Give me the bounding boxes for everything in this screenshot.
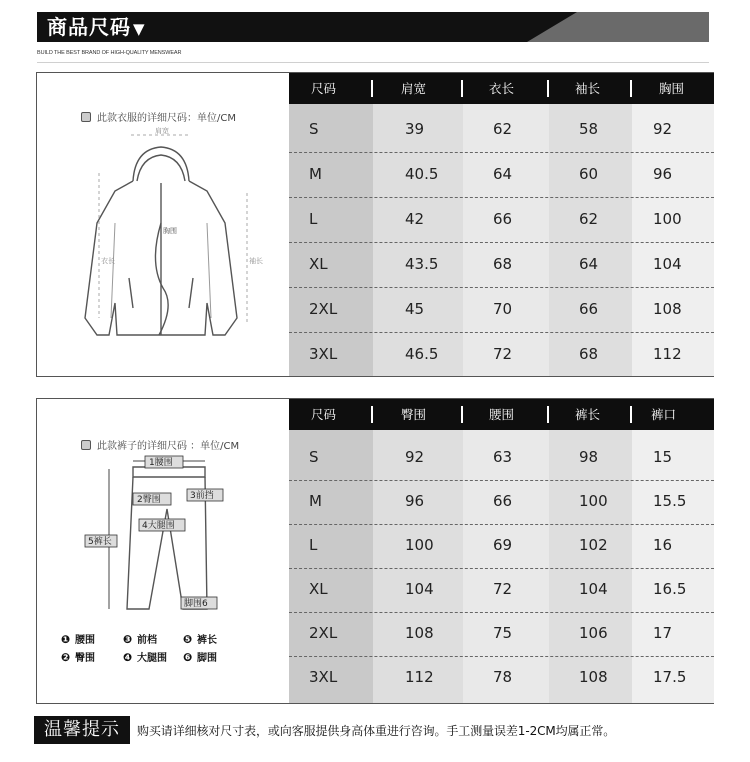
- illus-label-length: 衣长: [101, 257, 115, 265]
- header-separator: [630, 406, 632, 423]
- size-cell: XL: [309, 580, 328, 598]
- column-bg: [373, 430, 463, 703]
- notice-text: 购买请详细核对尺寸表，或向客服提供身高体重进行咨询。手工测量误差1-2CM均属正常。: [137, 724, 616, 738]
- table-cell: 68: [493, 254, 513, 273]
- size-cell: XL: [309, 254, 328, 273]
- illus-label-shoulder: 肩宽: [155, 127, 169, 135]
- size-cell: 2XL: [309, 299, 338, 318]
- header-separator: [461, 80, 463, 97]
- table-cell: 108: [579, 668, 608, 686]
- legend-label: 腰围: [75, 635, 95, 646]
- header-shoulder: 肩宽: [401, 81, 427, 96]
- header-length: 裤长: [575, 407, 601, 422]
- table-cell: 69: [493, 536, 513, 554]
- table-cell: 64: [493, 164, 513, 183]
- header-bar: [37, 12, 709, 42]
- table-cell: 106: [579, 624, 608, 642]
- legend-num: ❻: [183, 651, 193, 664]
- header-hip: 臀围: [401, 407, 427, 422]
- row-separator: [289, 656, 714, 657]
- table-cell: 70: [493, 299, 513, 318]
- table-cell: 92: [653, 119, 673, 138]
- legend-num: ❶: [61, 633, 71, 646]
- table-cell: 46.5: [405, 344, 439, 363]
- table-cell: 104: [653, 254, 682, 273]
- column-bg: [463, 430, 549, 703]
- column-bg: [289, 430, 373, 703]
- page-title: 商品尺码 ▼: [47, 15, 146, 39]
- table-cell: 108: [653, 299, 682, 318]
- size-cell: L: [309, 209, 318, 228]
- row-separator: [289, 152, 714, 153]
- legend-label: 脚围: [197, 653, 217, 664]
- table-cell: 15: [653, 448, 673, 466]
- pants-illustration: [37, 399, 289, 703]
- legend-num: ❸: [123, 633, 133, 646]
- header-hem: 裤口: [651, 407, 677, 422]
- header-size: 尺码: [311, 81, 337, 96]
- header-separator: [371, 80, 373, 97]
- size-cell: M: [309, 164, 322, 183]
- table-cell: 42: [405, 209, 425, 228]
- illus-label-waist: 1腰围: [149, 458, 173, 468]
- table-cell: 104: [405, 580, 434, 598]
- size-cell: M: [309, 492, 322, 510]
- table-cell: 108: [405, 624, 434, 642]
- header-separator: [371, 406, 373, 423]
- divider: [37, 62, 709, 63]
- table-cell: 100: [653, 209, 682, 228]
- legend-num: ❷: [61, 651, 71, 664]
- table-cell: 96: [405, 492, 425, 510]
- size-cell: S: [309, 119, 319, 138]
- table-cell: 100: [579, 492, 608, 510]
- page-subtitle: BUILD THE BEST BRAND OF HIGH-QUALITY MENSWEAR: [37, 50, 182, 56]
- header-chest: 胸围: [659, 81, 685, 96]
- row-separator: [289, 332, 714, 333]
- table-cell: 98: [579, 448, 599, 466]
- illus-label-chest: 胸围: [163, 227, 177, 235]
- legend-label: 裤长: [197, 635, 217, 646]
- table-cell: 43.5: [405, 254, 439, 273]
- table-cell: 60: [579, 164, 599, 183]
- illus-label-thigh: 4大腿围: [142, 521, 175, 531]
- table-cell: 66: [493, 209, 513, 228]
- chevron-down-icon: ▼: [133, 20, 146, 38]
- table-cell: 78: [493, 668, 513, 686]
- table-cell: 112: [405, 668, 434, 686]
- table-cell: 40.5: [405, 164, 439, 183]
- table-cell: 62: [579, 209, 599, 228]
- header-size: 尺码: [311, 407, 337, 422]
- legend-num: ❺: [183, 633, 193, 646]
- size-cell: S: [309, 448, 319, 466]
- row-separator: [289, 524, 714, 525]
- column-bg: [549, 104, 632, 376]
- legend-label: 大腿围: [137, 653, 167, 664]
- header-separator: [461, 406, 463, 423]
- column-bg: [549, 430, 632, 703]
- table-header: [289, 399, 714, 430]
- jacket-caption: 此款衣服的详细尺码：单位/CM: [81, 109, 236, 124]
- table-cell: 104: [579, 580, 608, 598]
- illus-label-inseam: 5裤长: [88, 537, 112, 547]
- legend-num: ❹: [123, 651, 133, 664]
- column-bg: [373, 104, 463, 376]
- pants-size-table: [289, 399, 714, 703]
- table-cell: 39: [405, 119, 425, 138]
- legend-label: 臀围: [75, 653, 95, 664]
- column-bg: [289, 104, 373, 376]
- column-bg: [463, 104, 549, 376]
- header-sleeve: 袖长: [575, 81, 601, 96]
- header-separator: [547, 80, 549, 97]
- row-separator: [289, 612, 714, 613]
- table-cell: 72: [493, 580, 513, 598]
- size-cell: 2XL: [309, 624, 338, 642]
- table-cell: 102: [579, 536, 608, 554]
- table-cell: 64: [579, 254, 599, 273]
- jacket-drawing: [37, 73, 289, 378]
- table-cell: 15.5: [653, 492, 687, 510]
- pants-size-panel: [36, 398, 714, 704]
- table-cell: 45: [405, 299, 425, 318]
- header-length: 衣长: [489, 81, 515, 96]
- table-cell: 63: [493, 448, 513, 466]
- jacket-illustration: [37, 73, 289, 376]
- column-bg: [632, 104, 714, 376]
- notice-tag: 温馨提示: [34, 716, 130, 744]
- size-cell: 3XL: [309, 668, 338, 686]
- table-cell: 112: [653, 344, 682, 363]
- illus-label-hem: 脚围6: [184, 599, 208, 609]
- row-separator: [289, 287, 714, 288]
- legend-label: 前档: [137, 635, 157, 646]
- illus-label-sleeve: 袖长: [249, 257, 263, 265]
- table-cell: 100: [405, 536, 434, 554]
- size-cell: 3XL: [309, 344, 338, 363]
- table-header: [289, 73, 714, 104]
- illus-label-rise: 3前挡: [190, 491, 214, 501]
- table-cell: 58: [579, 119, 599, 138]
- row-separator: [289, 242, 714, 243]
- table-cell: 16.5: [653, 580, 687, 598]
- table-cell: 66: [579, 299, 599, 318]
- header-separator: [547, 406, 549, 423]
- row-separator: [289, 568, 714, 569]
- illus-label-hip: 2臀围: [137, 495, 161, 505]
- pants-caption: 此款裤子的详细尺码 ：单位/CM: [81, 437, 239, 452]
- pants-drawing: [37, 399, 289, 705]
- table-cell: 92: [405, 448, 425, 466]
- size-cell: L: [309, 536, 318, 554]
- table-cell: 16: [653, 536, 673, 554]
- header-separator: [630, 80, 632, 97]
- header-waist: 腰围: [489, 407, 515, 422]
- table-cell: 68: [579, 344, 599, 363]
- table-cell: 17.5: [653, 668, 687, 686]
- row-separator: [289, 480, 714, 481]
- jacket-size-panel: [36, 72, 714, 377]
- table-cell: 17: [653, 624, 673, 642]
- table-cell: 75: [493, 624, 513, 642]
- row-separator: [289, 197, 714, 198]
- column-bg: [632, 430, 714, 703]
- table-cell: 96: [653, 164, 673, 183]
- table-cell: 62: [493, 119, 513, 138]
- table-cell: 66: [493, 492, 513, 510]
- jacket-size-table: [289, 73, 714, 376]
- table-cell: 72: [493, 344, 513, 363]
